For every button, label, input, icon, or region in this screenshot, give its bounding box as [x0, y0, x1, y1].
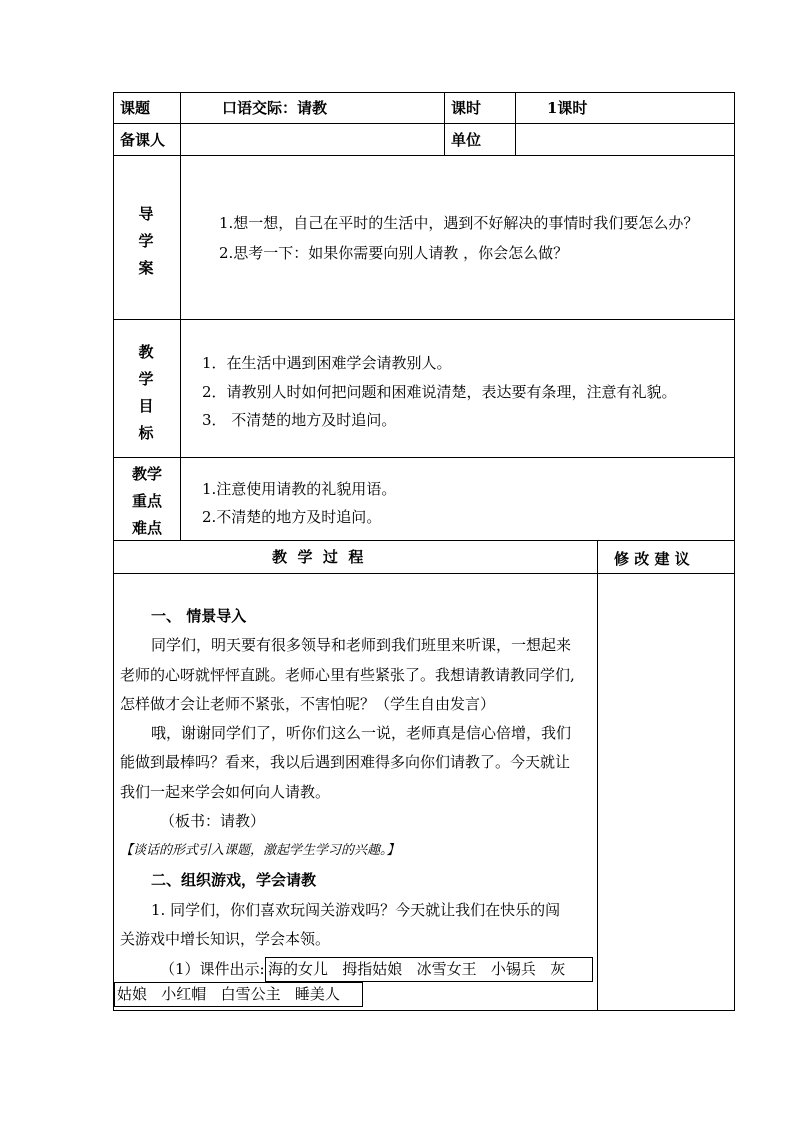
guide-item: 2.思考一下：如果你需要向别人请教 ，你会怎么做？: [219, 244, 569, 262]
para3-line: 关游戏中增长知识，学会本领。: [120, 930, 331, 948]
row-divider: [113, 155, 735, 156]
row-divider: [113, 573, 735, 574]
row-divider: [113, 540, 735, 541]
design-note: 【谈话的形式引入课题，激起学生学习的兴趣。】: [120, 843, 400, 858]
table-border-bottom: [113, 1010, 735, 1011]
courseware-label: （1）课件出示:: [160, 960, 265, 978]
goal-item: 3． 不清楚的地方及时追问。: [202, 411, 397, 429]
hours-label: 课时: [451, 99, 482, 117]
table-border-left: [113, 92, 114, 1011]
table-border-top: [113, 92, 735, 93]
hours-value: 1课时: [547, 99, 588, 117]
topic-value: 口语交际：请教: [222, 99, 328, 117]
para1-line: 老师的心呀就怦怦直跳。老师心里有些紧张了。我想请教请教同学们,: [120, 666, 575, 684]
keypoint-item: 1.注意使用请教的礼貌用语。: [202, 480, 397, 498]
para1-line: 怎样做才会让老师不紧张，不害怕呢？（学生自由发言）: [120, 695, 496, 713]
goal-item: 2．请教别人时如何把问题和困难说清楚，表达要有条理，注意有礼貌。: [202, 383, 677, 401]
para2-line: 我们一起来学会如何向人请教。: [120, 783, 331, 801]
guide-item: 1.想一想，自己在平时的生活中，遇到不好解决的事情时我们要怎么办？: [219, 214, 699, 232]
para3-line: 1. 同学们，你们喜欢玩闯关游戏吗？今天就让我们在快乐的闯: [151, 901, 561, 919]
courseware-line2: 姑娘 小红帽 白雪公主 睡美人: [117, 985, 340, 1003]
topic-label: 课题: [120, 99, 151, 117]
goal-item: 1．在生活中遇到困难学会请教别人。: [202, 354, 452, 372]
suggestion-column-divider: [597, 540, 598, 1011]
row-divider: [113, 319, 735, 320]
process-header: 教 学 过 程: [272, 548, 364, 566]
suggestion-header: 修 改 建 议: [614, 550, 690, 568]
row-divider: [113, 123, 735, 124]
section1-title: 一、 情景导入: [151, 607, 247, 625]
label-column-divider: [180, 92, 181, 541]
header-column-divider: [444, 92, 445, 156]
keypoint-item: 2.不清楚的地方及时追问。: [202, 508, 382, 526]
para1-line: 同学们，明天要有很多领导和老师到我们班里来听课，一想起来: [151, 636, 572, 654]
guide-label: 导 学 案: [138, 205, 154, 277]
para2-line: 哦，谢谢同学们了，听你们这么一说，老师真是信心倍增，我们: [151, 724, 572, 742]
header-column-divider: [515, 92, 516, 156]
board-note: （板书：请教）: [160, 812, 266, 830]
section2-title: 二、组织游戏，学会请教: [151, 871, 317, 889]
unit-label: 单位: [451, 131, 482, 149]
table-border-right: [734, 92, 735, 1011]
preparer-label: 备课人: [120, 131, 166, 149]
courseware-line1: 海的女儿 拇指姑娘 冰雪女王 小锡兵 灰: [268, 960, 566, 978]
row-divider: [113, 457, 735, 458]
para2-line: 能做到最棒吗？看来，我以后遇到困难得多向你们请教了。今天就让: [120, 753, 571, 771]
goals-label: 教 学 目 标: [138, 343, 154, 442]
keypoints-label: 教学 重点 难点: [131, 465, 162, 537]
